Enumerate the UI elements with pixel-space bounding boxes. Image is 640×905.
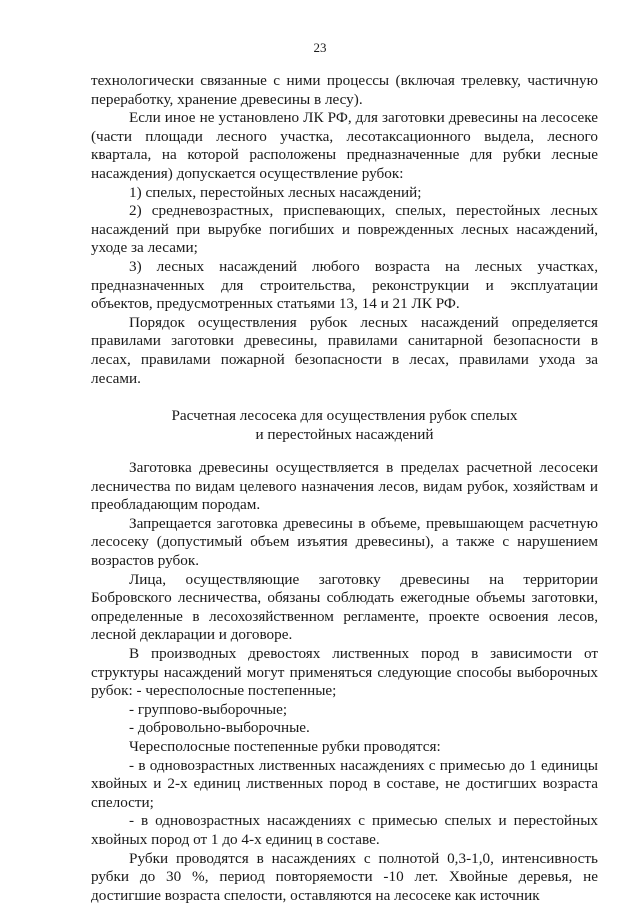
section-heading [91,406,598,444]
page-body [91,72,598,905]
list-item-3: 3) лесных насаждений любого возраста на лесных участках, предназначенных для строительства, реконструкции и эксплуатации объектов, предусмотренных статьями 13, 14 и 21 ЛК РФ. [91,257,598,313]
list-item-dobrovolno: - добровольно-выборочные. [129,719,310,737]
page-number: 23 [313,40,327,55]
spacer [91,388,598,406]
list-item-odnovozrastnye-1: - в одновозрастных лиственных насаждениях с примесью до 1 единицы хвойных и 2-х единиц лиственных пород в составе, не достигших возраста спелости; [91,756,598,811]
list-item-gruppovo: - группово-выборочные; [129,700,288,718]
paragraph-continuation: технологически связанные с ними процессы (включая трелевку, частичную переработку, хранение древесины в лесу). [91,72,598,108]
spacer [91,444,598,459]
paragraph-zapreshchaetsya: Запрещается заготовка древесины в объеме, превышающем расчетную лесосеку (допустимый объем изъятия древесины), а также с нарушением возрастов рубок. [91,514,598,570]
section-heading-line1: Расчетная лесосека для осуществления рубок спелых [171,407,518,425]
paragraph-order: Порядок осуществления рубок лесных насаждений определяется правилами заготовки древесины, правилами санитарной безопасности в лесах, правилами пожарной безопасности в лесах, правилами ухода за лесами. [91,313,598,387]
list-item-odnovozrastnye-2: - в одновозрастных насаждениях с примесью спелых и перестойных хвойных пород от 1 до 4-х единиц в составе. [91,812,598,848]
section-heading-line2: и перестойных насаждений [255,426,434,444]
paragraph-rubki-intro: Если иное не установлено ЛК РФ, для заготовки древесины на лесосеке (части площади лесного участка, лесотаксационного выдела, лесного квартала, на которой расположены предназначенные для рубки лесные насаждения) допускается осуществление рубок: [91,109,598,182]
paragraph-litsa: Лица, осуществляющие заготовку древесины на территории Бобровского лесничества, обязаны соблюдать ежегодные объемы заготовки, определенные в лесохозяйственном регламенте, проекте освоения лесов, лесной декларации и договоре. [91,570,598,644]
paragraph-rubki-provodyatsya: Рубки проводятся в насаждениях с полнотой 0,3-1,0, интенсивность рубки до 30 %, период повторяемости -10 лет. Хвойные деревья, не достигшие возраста спелости, оставляются на лесосеке как источник [91,849,598,904]
paragraph-cheresposlosnye: Чересполосные постепенные рубки проводятся: [129,738,441,755]
list-item-2: 2) средневозрастных, приспевающих, спелых, перестойных лесных насаждений при вырубке погибших и поврежденных лесных насаждений, уходе за лесами; [91,202,598,257]
paragraph-proizvodnye: В производных древостоях лиственных пород в зависимости от структуры насаждений могут применяться следующие способы выборочных рубок: - чересполосные постепенные; [91,645,598,700]
list-item-1: 1) спелых, перестойных лесных насаждений; [129,183,422,201]
paragraph-zagotovka: Заготовка древесины осуществляется в пределах расчетной лесосеки лесничества по видам целевого назначения лесов, видам рубок, хозяйствам и преобладающим породам. [91,459,598,514]
